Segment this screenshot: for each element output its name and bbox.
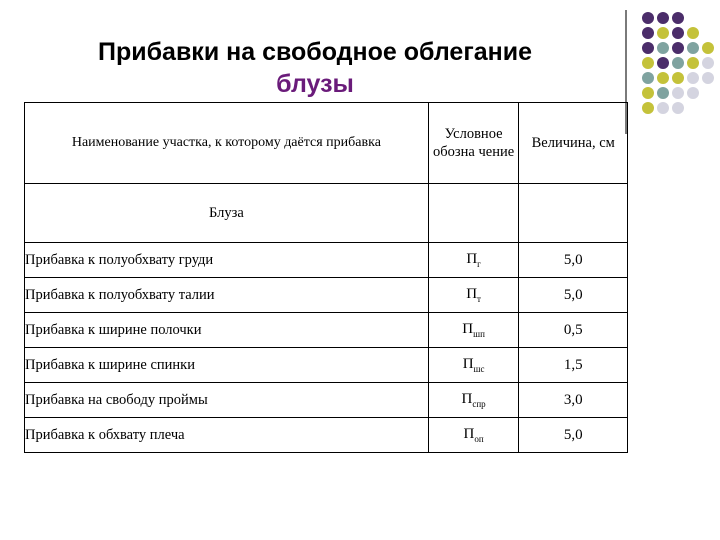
table-row [25,383,628,418]
dot [672,42,684,54]
section-empty-cell [519,184,628,243]
table-row [25,243,628,278]
row-name: Прибавка на свободу проймы [25,383,429,418]
dot [687,42,699,54]
dot [672,27,684,39]
dot [687,57,699,69]
row-name: Прибавка к обхвату плеча [25,418,429,453]
section-row [25,184,628,243]
row-code: $П_{шс}$ [428,348,519,383]
row-value: 1,5 [519,348,628,383]
dot [672,72,684,84]
header-name: Наименование участка, к которому даётся прибавка [25,103,429,184]
row-code: $П_{спр}$ [428,383,519,418]
dot [657,57,669,69]
table-row [25,418,628,453]
dot [657,87,669,99]
dot [672,57,684,69]
dot [642,87,654,99]
row-name: Прибавка к ширине полочки [25,313,429,348]
dot [672,12,684,24]
row-code: $П_г$ [428,243,519,278]
dot [687,72,699,84]
dot [642,42,654,54]
dot [687,87,699,99]
dot [642,27,654,39]
dot [672,102,684,114]
row-value: 5,0 [519,278,628,313]
title-line-1: Прибавки на свободное облегание [97,38,533,66]
table-row [25,313,628,348]
row-name: Прибавка к полуобхвату талии [25,278,429,313]
title-line-2: блузы [276,70,354,98]
dot [702,57,714,69]
row-code: $П_{оп}$ [428,418,519,453]
header-value: Величина, см [519,103,628,184]
allowances-table [24,102,628,453]
table-header-row [25,103,628,184]
section-empty-cell [428,184,519,243]
section-label: Блуза [25,184,429,243]
dot [672,87,684,99]
dot [657,12,669,24]
dot [642,57,654,69]
table-row [25,348,628,383]
row-value: 0,5 [519,313,628,348]
dot [702,72,714,84]
dot [642,72,654,84]
dot [642,12,654,24]
dot [657,42,669,54]
header-code: Условное обозна чение [428,103,519,184]
table-row [25,278,628,313]
dot [642,102,654,114]
decorative-dot-grid [640,10,716,130]
dot [657,72,669,84]
row-name: Прибавка к ширине спинки [25,348,429,383]
dot [657,27,669,39]
row-name: Прибавка к полуобхвату груди [25,243,429,278]
row-value: 3,0 [519,383,628,418]
dot [657,102,669,114]
row-code: $П_{шп}$ [428,313,519,348]
dot [687,27,699,39]
dot [702,42,714,54]
row-value: 5,0 [519,243,628,278]
row-code: $П_т$ [428,278,519,313]
slide-title [60,36,570,100]
row-value: 5,0 [519,418,628,453]
